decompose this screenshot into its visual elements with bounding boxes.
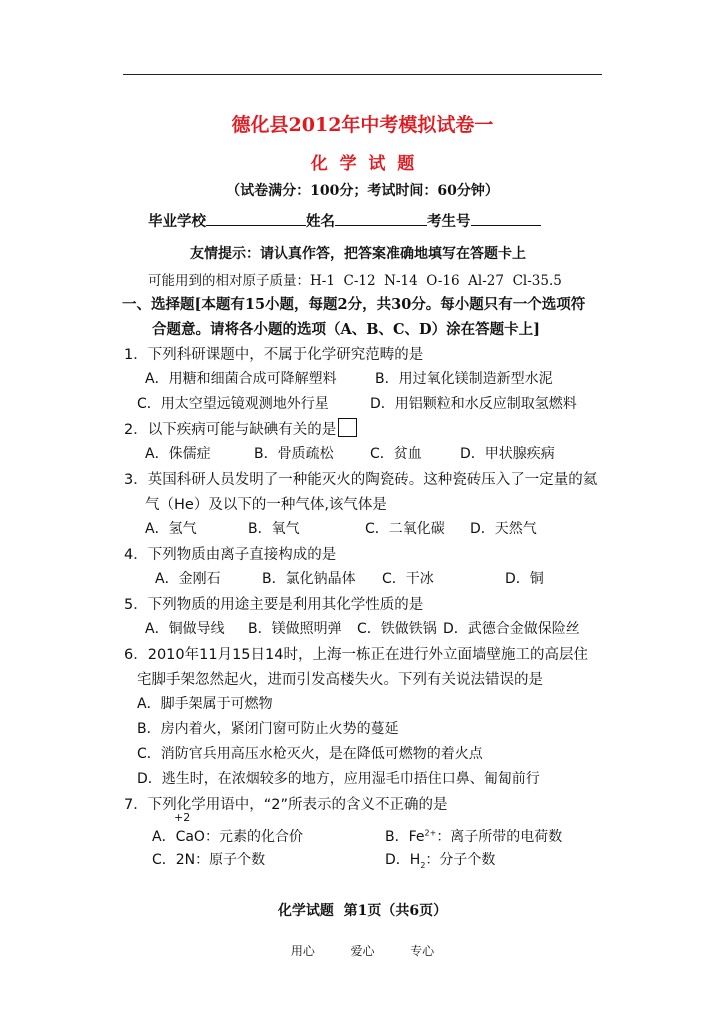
q6-option-a: A．脚手架属于可燃物 — [137, 696, 273, 712]
motto — [0, 942, 725, 959]
q7-d-meaning: ：分子个数 — [425, 852, 496, 868]
q2-option-a: A．侏儒症 — [145, 446, 211, 462]
q6-option-b: B．房内着火，紧闭门窗可防止火势的蔓延 — [137, 721, 399, 737]
page-footer: 化学试题 第1页（共6页） — [277, 903, 448, 919]
q3-option-d: D．天然气 — [470, 521, 537, 537]
motto-3: 专心 — [410, 944, 435, 958]
q7-d-subscript: 2 — [420, 860, 426, 870]
question-5-stem: 5．下列物质的用途主要是利用其化学性质的是 — [124, 597, 424, 613]
q5-option-d: D．武德合金做保险丝 — [443, 621, 580, 637]
q7-b-meaning: ：离子所带的电荷数 — [436, 829, 563, 845]
question-3-stem-line1: 3．英国科研人员发明了一种能灭火的陶瓷砖。这种瓷砖压入了一定量的氦 — [124, 472, 598, 488]
q7-option-a — [152, 826, 303, 846]
q4-option-b: B．氯化钠晶体 — [262, 571, 356, 587]
q6-option-d: D．逃生时，在浓烟较多的地方，应用湿毛巾捂住口鼻、匍匐前行 — [137, 771, 540, 787]
question-3-stem-line2: 气（He）及以下的一种气体,该气体是 — [145, 497, 387, 513]
subject-title: 化 学 试 题 — [310, 154, 415, 174]
friendly-tip: 友情提示：请认真作答，把答案准确地填写在答题卡上 — [190, 246, 526, 262]
exam-title: 德化县2012年中考模拟试卷一 — [231, 114, 494, 136]
school-label: 毕业学校 — [148, 213, 206, 230]
q1-option-b: B．用过氧化镁制造新型水泥 — [375, 371, 553, 387]
answer-box — [338, 418, 357, 437]
q3-option-a: A．氢气 — [145, 521, 197, 537]
q1-option-a: A．用糖和细菌合成可降解塑料 — [145, 371, 337, 387]
motto-2: 爱心 — [350, 944, 375, 958]
question-4-stem: 4．下列物质由离子直接构成的是 — [124, 547, 337, 563]
q4-option-c: C．干冰 — [382, 571, 434, 587]
q2-option-b: B．骨质疏松 — [254, 446, 334, 462]
name-blank — [335, 211, 427, 226]
q7-b-formula: B．Fe — [385, 829, 425, 845]
valence-mark: +2 — [174, 811, 191, 824]
student-fields — [148, 210, 541, 231]
name-label: 姓名 — [306, 213, 335, 230]
q1-option-c: C．用太空望远镜观测地外行星 — [137, 396, 329, 412]
school-blank — [206, 211, 306, 226]
motto-1: 用心 — [290, 944, 315, 958]
q3-option-b: B．氧气 — [248, 521, 300, 537]
q7-option-d — [385, 849, 495, 870]
id-label: 考生号 — [427, 213, 471, 230]
question-6-stem-line1: 6．2010年11月15日14时，上海一栋正在进行外立面墙壁施工的高层住 — [124, 647, 588, 663]
q3-option-c: C．二氧化碳 — [365, 521, 445, 537]
question-2-text: 2．以下疾病可能与缺碘有关的是 — [124, 422, 337, 438]
question-6-stem-line2: 宅脚手架忽然起火，进而引发高楼失火。下列有关说法错误的是 — [137, 672, 543, 688]
q7-b-charge: 2+ — [424, 828, 437, 838]
header-rule — [123, 74, 602, 75]
q2-option-c: C．贫血 — [370, 446, 422, 462]
section-heading-line1: 一、选择题[本题有15小题，每题2分，共30分。每小题只有一个选项符 — [122, 296, 586, 313]
q7-c-formula: C．2N — [152, 852, 196, 868]
q4-option-d: D．铜 — [505, 571, 544, 587]
atomic-masses: 可能用到的相对原子质量：H-1 C-12 N-14 O-16 Al-27 Cl-35.5 — [148, 273, 562, 289]
question-1-stem: 1．下列科研课题中，不属于化学研究范畴的是 — [124, 347, 424, 363]
q7-option-b — [385, 826, 562, 846]
q4-option-a: A．金刚石 — [155, 571, 221, 587]
q7-a-formula: A．CaO — [152, 829, 205, 845]
q7-a-meaning: ：元素的化合价 — [204, 829, 303, 845]
q5-option-c: C．铁做铁锅 — [357, 621, 437, 637]
q5-option-b: B．镁做照明弹 — [248, 621, 342, 637]
q1-option-d: D．用铝颗粒和水反应制取氢燃料 — [370, 396, 577, 412]
q7-d-formula: D．H — [385, 852, 421, 868]
section-heading-line2: 合题意。请将各小题的选项（A、B、C、D）涂在答题卡上] — [152, 321, 540, 338]
question-7-stem: 7．下列化学用语中，“2”所表示的含义不正确的是 — [124, 797, 448, 813]
q6-option-c: C．消防官兵用高压水枪灭火，是在降低可燃物的着火点 — [137, 746, 483, 762]
q5-option-a: A．铜做导线 — [145, 621, 225, 637]
q7-option-c — [152, 849, 265, 869]
exam-meta: （试卷满分：100分；考试时间：60分钟） — [226, 183, 499, 199]
question-2-stem — [124, 418, 357, 439]
q7-c-meaning: ：原子个数 — [195, 852, 266, 868]
id-blank — [471, 211, 541, 226]
q2-option-d: D．甲状腺疾病 — [460, 446, 555, 462]
